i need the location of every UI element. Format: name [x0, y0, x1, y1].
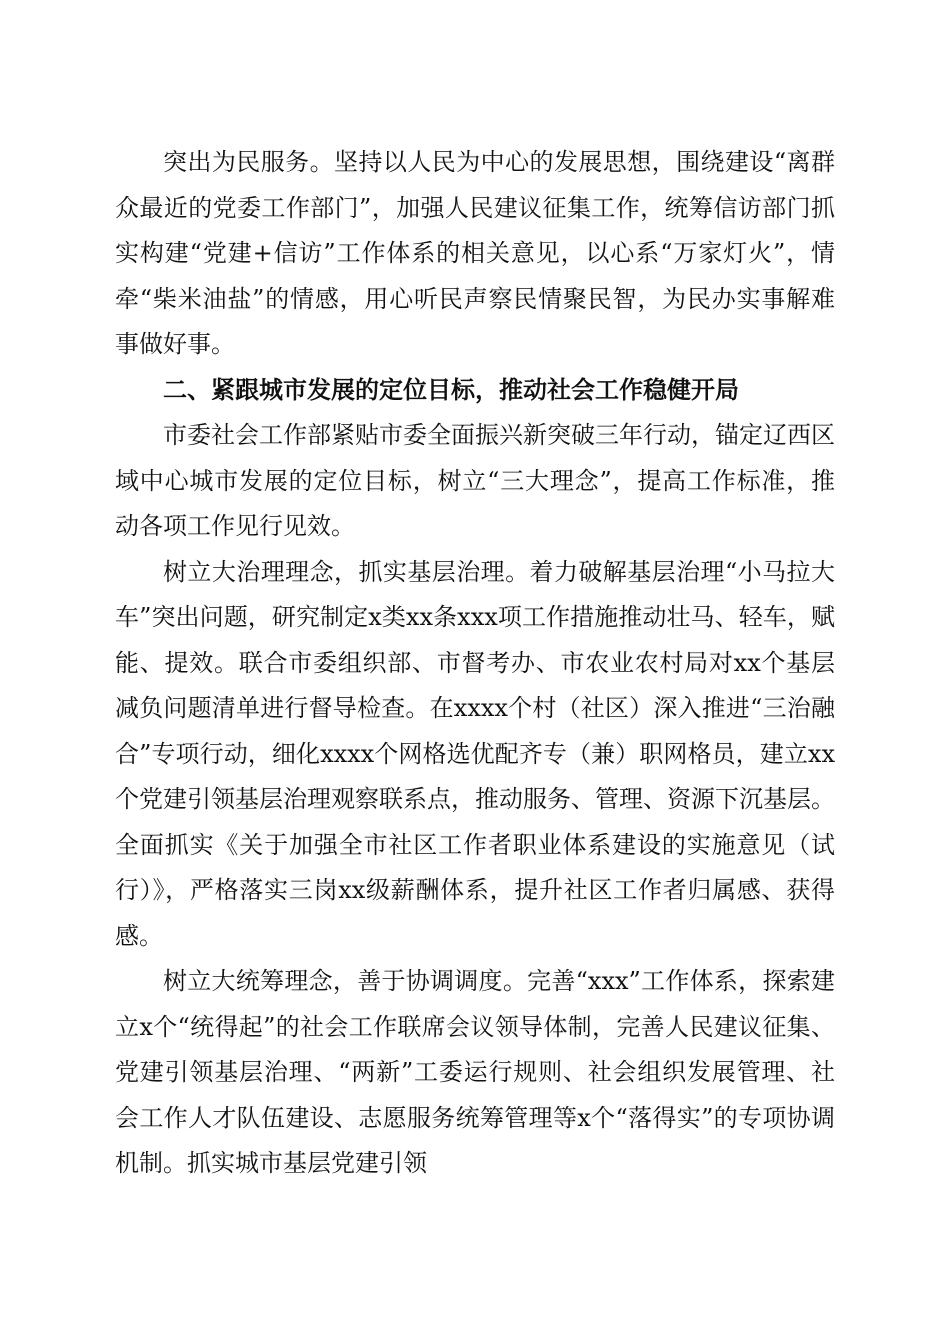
- paragraph-coordination: 树立大统筹理念，善于协调调度。完善“xxx”工作体系，探索建立x个“统得起”的社会工作联席会议领导体制，完善人民建议征集、党建引领基层治理、“两新”工委运行规则、社会组织发展管理、社会工作人才队伍建设、志愿服务统筹管理等x个“落得实”的专项协调机制。抓实城市基层党建引领: [115, 967, 835, 1177]
- document-body: [115, 140, 835, 1187]
- section-heading: 二、紧跟城市发展的定位目标，推动社会工作稳健开局: [163, 375, 739, 404]
- paragraph-governance: 树立大治理理念，抓实基层治理。着力破解基层治理“小马拉大车”突出问题，研究制定x类xx条xxx项工作措施推动壮马、轻车，赋能、提效。联合市委组织部、市督考办、市农业农村局对xx个基层减负问题清单进行督导检查。在xxxx个村（社区）深入推进“三治融合”专项行动，细化xxxx个网格选优配齐专（兼）职网格员，建立xx个党建引领基层治理观察联系点，推动服务、管理、资源下沉基层。全面抓实《关于加强全市社区工作者职业体系建设的实施意见（试行）》，严格落实三岗xx级薪酬体系，提升社区工作者归属感、获得感。: [115, 557, 835, 950]
- paragraph-intro: 市委社会工作部紧贴市委全面振兴新突破三年行动，锚定辽西区域中心城市发展的定位目标，树立“三大理念”，提高工作标准，推动各项工作见行见效。: [115, 421, 835, 540]
- paragraph-service: 突出为民服务。坚持以人民为中心的发展思想，围绕建设“离群众最近的党委工作部门”，加强人民建议征集工作，统筹信访部门抓实构建“党建+信访”工作体系的相关意见，以心系“万家灯火”，情牵“柴米油盐”的情感，用心听民声察民情聚民智，为民办实事解难事做好事。: [115, 148, 835, 358]
